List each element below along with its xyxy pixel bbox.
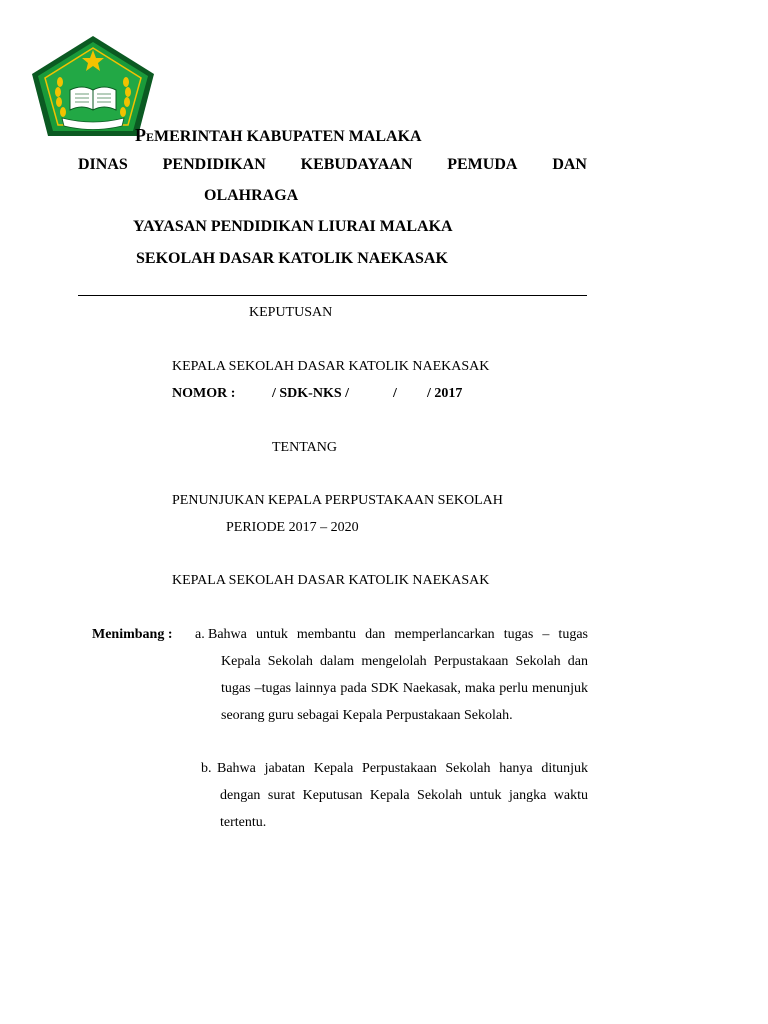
header-line-1: PEMERINTAH KABUPATEN MALAKA bbox=[135, 125, 422, 145]
header-word: DINAS bbox=[78, 156, 128, 173]
list-item-text: Bahwa jabatan Kepala Perpustakaan Sekolah hanya ditunjuk dengan surat Keputusan Kepala Sekolah untuk jangka waktu tertentu. bbox=[217, 761, 588, 830]
subject-line-2: PERIODE 2017 – 2020 bbox=[226, 520, 359, 535]
header-line-2 bbox=[78, 156, 587, 174]
header-word: PENDIDIKAN bbox=[162, 156, 266, 173]
subject-line-1: PENUNJUKAN KEPALA PERPUSTAKAAN SEKOLAH bbox=[172, 493, 503, 508]
header-line-3: OLAHRAGA bbox=[204, 187, 299, 204]
list-item-text: Bahwa untuk membantu dan memperlancarkan tugas – tugas Kepala Sekolah dalam mengelolah Perpustakaan Sekolah dan tugas –tugas lainnya pada SDK Naekasak, maka perlu menunjuk seorang guru sebagai Kepala Perpustakaan Sekolah. bbox=[208, 627, 588, 723]
number-label: NOMOR : bbox=[172, 386, 236, 401]
header-word: DAN bbox=[552, 156, 587, 173]
document-about: TENTANG bbox=[272, 440, 337, 455]
considering-item-b bbox=[217, 755, 588, 836]
header-line-4: YAYASAN PENDIDIKAN LIURAI MALAKA bbox=[133, 218, 453, 235]
header-line-5: SEKOLAH DASAR KATOLIK NAEKASAK bbox=[136, 250, 448, 267]
list-marker: b. bbox=[201, 761, 212, 776]
document-issuer: KEPALA SEKOLAH DASAR KATOLIK NAEKASAK bbox=[172, 359, 490, 374]
signer-heading: KEPALA SEKOLAH DASAR KATOLIK NAEKASAK bbox=[172, 573, 490, 588]
number-segment: / 2017 bbox=[427, 386, 463, 401]
kemenag-emblem-icon bbox=[30, 34, 156, 138]
header-word: PEMUDA bbox=[447, 156, 518, 173]
considering-label: Menimbang : bbox=[92, 627, 173, 642]
header-word: KEBUDAYAAN bbox=[300, 156, 413, 173]
number-segment: / SDK-NKS / bbox=[272, 386, 350, 401]
header-divider bbox=[78, 295, 587, 296]
document-type: KEPUTUSAN bbox=[249, 305, 333, 320]
number-segment: / bbox=[393, 386, 397, 401]
list-marker: a. bbox=[195, 627, 205, 642]
considering-item-a bbox=[208, 621, 588, 729]
